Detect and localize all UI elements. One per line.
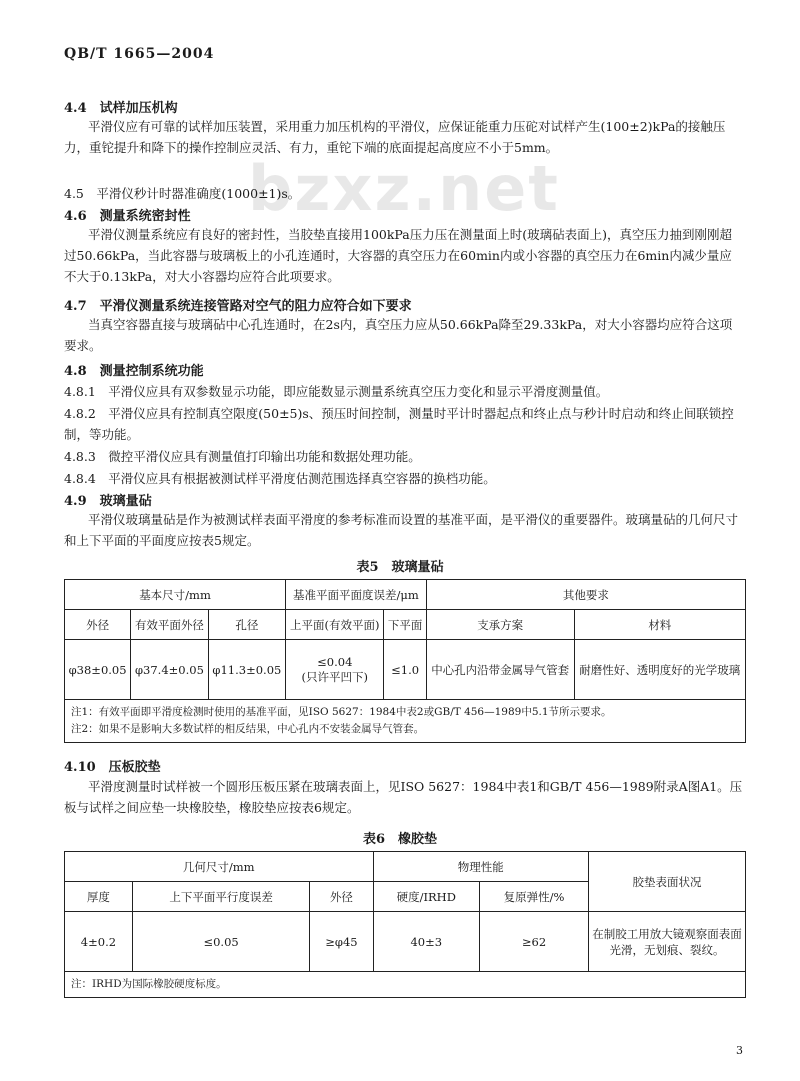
table-6-cell-hardness: 40±3 xyxy=(373,912,480,972)
section-4-6-text: 平滑仪测量系统应有良好的密封性，当胶垫直接用100kPa压力压在测量面上时(玻璃砧表面上)，真空压力抽到刚刚超过50.66kPa，当此容器与玻璃板上的小孔连通时，大容器的真空压力在60min内或小容器的真空压力在6min内减少量应不大于0.13kPa，对大小容器均应符合此项要求。 xyxy=(64,227,732,284)
table-6-note: 注：IRHD为国际橡胶硬度标度。 xyxy=(65,972,746,998)
table-5-header-material: 材料 xyxy=(574,610,745,640)
table-5-cell-support: 中心孔内沿带金属导气管套 xyxy=(426,640,574,700)
table-5-cell-od: φ38±0.05 xyxy=(65,640,131,700)
table-5-note-2: 注2：如果不是影响大多数试样的相反结果，中心孔内不安装金属导气管套。 xyxy=(71,723,425,735)
table-5-header-effective: 有效平面外径 xyxy=(131,610,208,640)
table-6-header-hardness: 硬度/IRHD xyxy=(373,882,480,912)
table-5-group-flatness: 基准平面平面度误差/μm xyxy=(286,580,427,610)
section-4-6-title: 4.6 测量系统密封性 xyxy=(64,209,191,224)
table-6-cell-thickness: 4±0.2 xyxy=(65,912,133,972)
table-5-cell-upper xyxy=(286,640,384,700)
section-4-8-3: 4.8.3 微控平滑仪应具有测量值打印输出功能和数据处理功能。 xyxy=(64,449,421,464)
table-5-header-upper: 上平面(有效平面) xyxy=(286,610,384,640)
table-6-header-od: 外径 xyxy=(310,882,373,912)
table-6-cell-surface: 在制胶工用放大镜观察面表面光滑，无划痕、裂纹。 xyxy=(589,912,746,972)
table-6-caption: 表6 橡胶垫 xyxy=(362,832,438,847)
section-4-10-title: 4.10 压板胶垫 xyxy=(64,760,161,775)
section-4-8-4: 4.8.4 平滑仪应具有根据被测试样平滑度估测范围选择真空容器的换档功能。 xyxy=(64,471,496,486)
section-4-9-text: 平滑仪玻璃量砧是作为被测试样表面平滑度的参考标准而设置的基准平面，是平滑仪的重要器件。玻璃量砧的几何尺寸和上下平面的平面度应按表5规定。 xyxy=(64,512,739,548)
table-6-header-resilience: 复原弹性/% xyxy=(480,882,589,912)
page-number: 3 xyxy=(736,1044,743,1057)
section-4-8-title: 4.8 测量控制系统功能 xyxy=(64,364,204,379)
table-5-cell-upper-value: ≤0.04 xyxy=(317,654,353,669)
standard-code: QB/T 1665—2004 xyxy=(64,46,215,62)
section-4-9-title: 4.9 玻璃量砧 xyxy=(64,494,152,509)
table-6 xyxy=(64,851,746,998)
section-4-4-title: 4.4 试样加压机构 xyxy=(64,101,178,116)
table-5-header-lower: 下平面 xyxy=(384,610,426,640)
table-5-group-basic: 基本尺寸/mm xyxy=(65,580,286,610)
section-4-5-text: 4.5 平滑仪秒计时器准确度(1000±1)s。 xyxy=(64,186,301,201)
table-6-group-physical: 物理性能 xyxy=(373,852,588,882)
section-4-4-text: 平滑仪应有可靠的试样加压装置，采用重力加压机构的平滑仪，应保证能重力压砣对试样产生(100±2)kPa的接触压力，重铊提升和降下的操作控制应灵活、有力，重铊下端的底面提起高度应不小于5mm。 xyxy=(64,119,726,155)
table-6-cell-resilience: ≥62 xyxy=(480,912,589,972)
table-5-cell-upper-note: (只许平凹下) xyxy=(301,669,368,684)
table-5 xyxy=(64,579,746,743)
table-6-group-geometry: 几何尺寸/mm xyxy=(65,852,374,882)
watermark: bzxz.net xyxy=(248,152,560,225)
table-6-cell-parallelism: ≤0.05 xyxy=(132,912,309,972)
table-5-cell-material: 耐磨性好、透明度好的光学玻璃 xyxy=(574,640,745,700)
section-4-10-text: 平滑度测量时试样被一个圆形压板压紧在玻璃表面上，见ISO 5627：1984中表1和GB/T 456—1989附录A图A1。压板与试样之间应垫一块橡胶垫，橡胶垫应按表6规定。 xyxy=(64,779,743,815)
table-5-group-other: 其他要求 xyxy=(426,580,745,610)
section-4-8-1: 4.8.1 平滑仪应具有双参数显示功能，即应能数显示测量系统真空压力变化和显示平滑度测量值。 xyxy=(64,384,609,399)
section-4-7-title: 4.7 平滑仪测量系统连接管路对空气的阻力应符合如下要求 xyxy=(64,299,412,314)
section-4-7-text: 当真空容器直接与玻璃砧中心孔连通时，在2s内，真空压力应从50.66kPa降至29.33kPa，对大小容器均应符合这项要求。 xyxy=(64,317,733,353)
table-5-header-hole: 孔径 xyxy=(208,610,285,640)
table-5-notes xyxy=(65,700,746,743)
table-5-cell-lower: ≤1.0 xyxy=(384,640,426,700)
table-6-header-surface: 胶垫表面状况 xyxy=(589,852,746,912)
table-5-header-support: 支承方案 xyxy=(426,610,574,640)
table-5-cell-effective: φ37.4±0.05 xyxy=(131,640,208,700)
section-4-8-2: 4.8.2 平滑仪应具有控制真空限度(50±5)s、预压时间控制，测量时平计时器起点和终止点与秒计时启动和终止间联锁控制，等功能。 xyxy=(64,406,734,442)
table-5-caption: 表5 玻璃量砧 xyxy=(356,560,444,575)
table-5-cell-hole: φ11.3±0.05 xyxy=(208,640,285,700)
table-6-cell-od: ≥φ45 xyxy=(310,912,373,972)
table-5-note-1: 注1：有效平面即平滑度检测时使用的基准平面，见ISO 5627：1984中表2或GB/T 456—1989中5.1节所示要求。 xyxy=(71,706,612,718)
table-6-header-parallelism: 上下平面平行度误差 xyxy=(132,882,309,912)
table-6-header-thickness: 厚度 xyxy=(65,882,133,912)
table-5-header-od: 外径 xyxy=(65,610,131,640)
